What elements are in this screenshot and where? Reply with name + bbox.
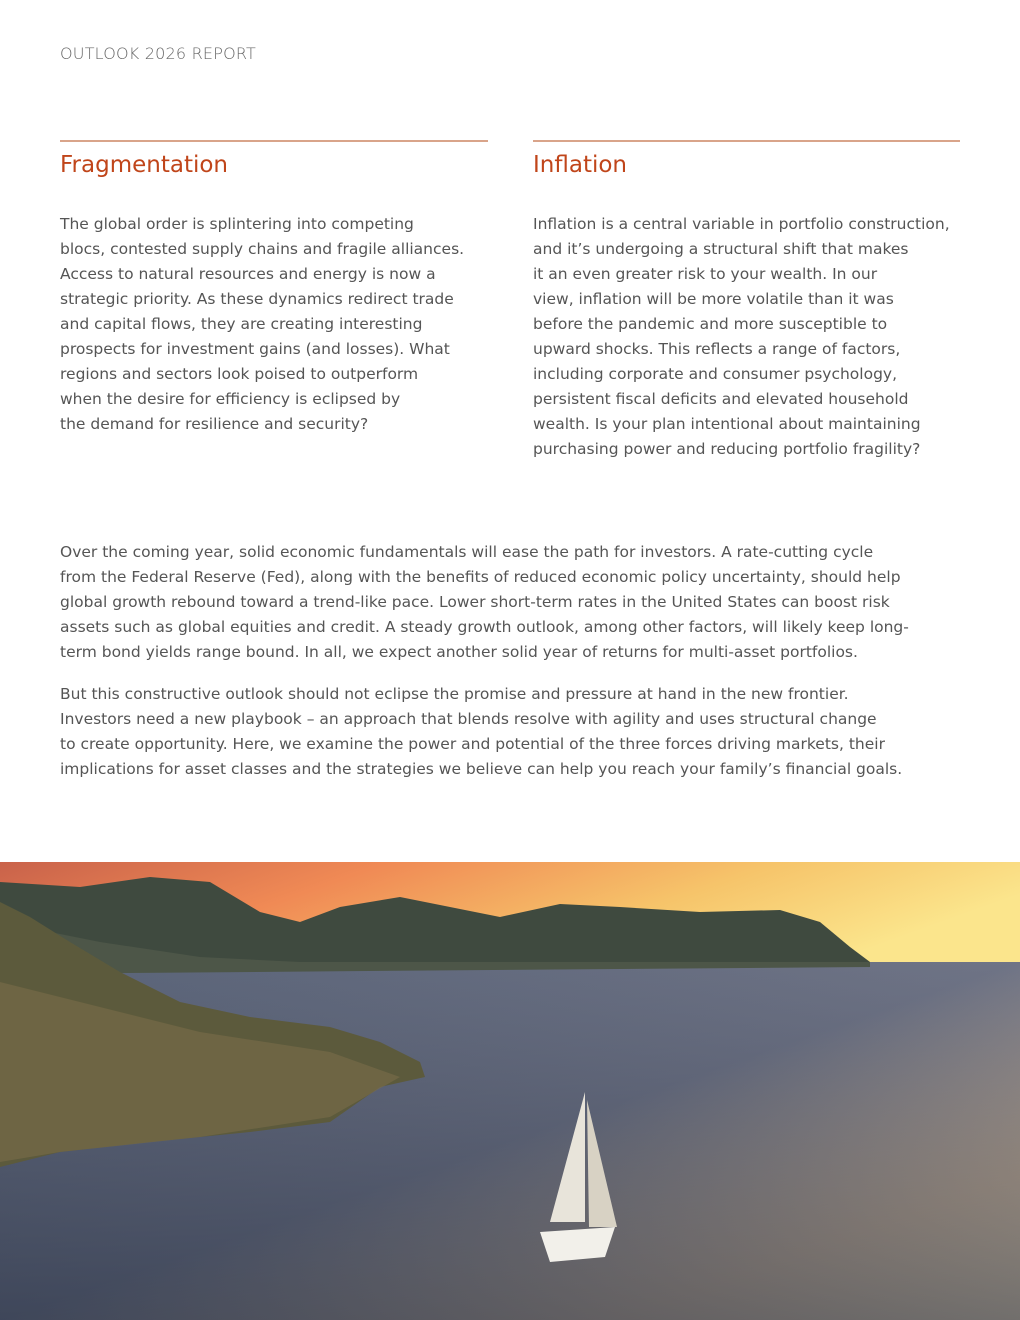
text-line: including corporate and consumer psychology, [533,365,898,383]
text-line: it an even greater risk to your wealth. In our [533,265,878,283]
text-line: when the desire for efficiency is eclipsed by [60,390,401,408]
text-line: and it’s undergoing a structural shift that makes [533,240,909,258]
main-text [60,540,940,799]
text-line: from the Federal Reserve (Fed), along with the benefits of reduced economic policy uncertainty, should help [60,568,901,586]
text-line: global growth rebound toward a trend-like pace. Lower short-term rates in the United States can boost risk [60,593,890,611]
section-divider [60,140,488,142]
text-line: purchasing power and reducing portfolio fragility? [533,440,921,458]
text-line: implications for asset classes and the strategies we believe can help you reach your family’s financial goals. [60,760,903,778]
text-line: The global order is splintering into competing [60,215,414,233]
section-body [533,212,960,462]
text-line: upward shocks. This reflects a range of factors, [533,340,901,358]
text-line: But this constructive outlook should not eclipse the promise and pressure at hand in the new frontier. [60,685,849,703]
report-header: OUTLOOK 2026 REPORT [60,44,256,63]
text-line: wealth. Is your plan intentional about maintaining [533,415,921,433]
text-line: blocs, contested supply chains and fragile alliances. [60,240,465,258]
text-line: term bond yields range bound. In all, we expect another solid year of returns for multi-asset portfolios. [60,643,858,661]
paragraph [60,682,940,782]
text-line: and capital flows, they are creating interesting [60,315,423,333]
text-line: the demand for resilience and security? [60,415,369,433]
sailboat-sunset-photo [0,862,1020,1320]
section-title: Inflation [533,152,627,178]
text-line: Access to natural resources and energy is now a [60,265,436,283]
text-line: view, inflation will be more volatile than it was [533,290,894,308]
text-line: before the pandemic and more susceptible to [533,315,888,333]
section-title: Fragmentation [60,152,229,178]
section-body [60,212,488,437]
paragraph [60,540,940,665]
text-line: Inflation is a central variable in portfolio construction, [533,215,950,233]
text-line: to create opportunity. Here, we examine the power and potential of the three forces driving markets, their [60,735,885,753]
text-line: Over the coming year, solid economic fundamentals will ease the path for investors. A rate-cutting cycle [60,543,874,561]
section-fragmentation [60,140,488,437]
text-line: regions and sectors look poised to outperform [60,365,419,383]
text-line: assets such as global equities and credit. A steady growth outlook, among other factors, will likely keep long- [60,618,909,636]
text-line: prospects for investment gains (and losses). What [60,340,450,358]
text-line: strategic priority. As these dynamics redirect trade [60,290,454,308]
text-line: persistent fiscal deficits and elevated household [533,390,909,408]
section-divider [533,140,960,142]
section-inflation [533,140,960,462]
text-line: Investors need a new playbook – an approach that blends resolve with agility and uses structural change [60,710,877,728]
